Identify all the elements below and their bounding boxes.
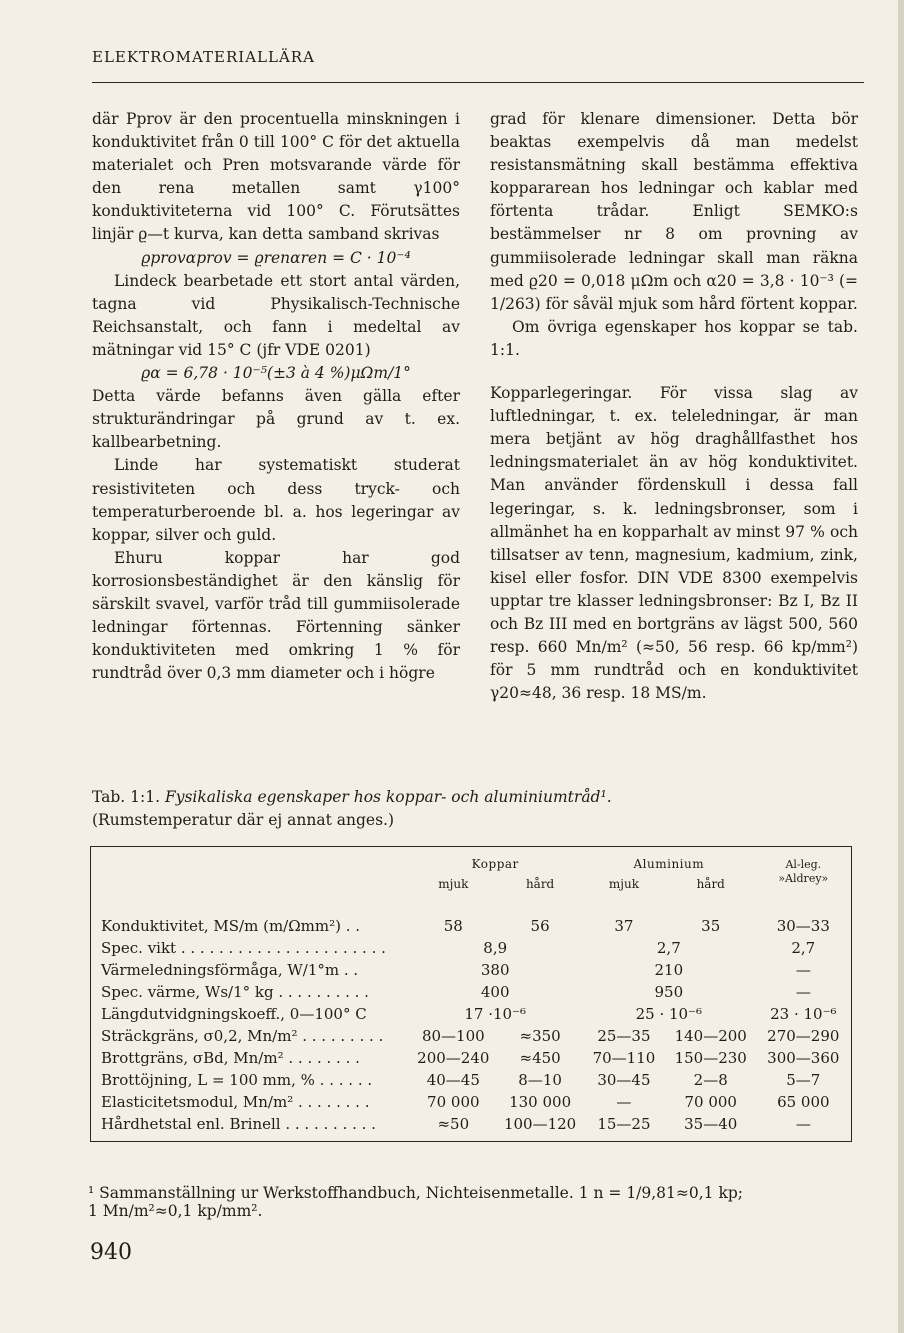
sub-header-copper-soft: mjuk	[438, 877, 469, 891]
cell-alloy: —	[795, 983, 811, 1001]
table-row	[91, 915, 852, 937]
cell-alloy: 2,7	[791, 939, 816, 957]
cell-al-soft: —	[616, 1093, 632, 1111]
row-property: Spec. värme, Ws/1° kg . . . . . . . . . .	[101, 983, 369, 1001]
left-paragraph-2: Lindeck bearbetade ett stort antal värden, tagna vid Physikalisch-Technische Reichsanstalt, och fann i medeltal av mätningar vid 15° C (jfr VDE 0201)	[92, 271, 460, 359]
formula-1: ϱprovαprov = ϱrenαren = C · 10⁻⁴	[141, 248, 411, 267]
table-caption	[92, 786, 864, 832]
running-header: ELEKTROMATERIALLÄRA	[92, 48, 315, 66]
cell-alloy: —	[795, 1115, 811, 1133]
cell-alloy: —	[795, 961, 811, 979]
cell-cu-hard: 8—10	[518, 1071, 562, 1089]
row-property: Elasticitetsmodul, Mn/m² . . . . . . . .	[101, 1093, 370, 1111]
table-row	[91, 1069, 852, 1091]
formula-2: ϱα = 6,78 · 10⁻⁵(±3 à 4 %)μΩm/1°	[141, 364, 411, 383]
cell-alloy: 65 000	[777, 1093, 830, 1111]
right-paragraph-2: Om övriga egenskaper hos koppar se tab. 1:1.	[490, 317, 858, 359]
cell-cu-soft: 200—240	[417, 1049, 490, 1067]
cell-cu-hard: ≈350	[519, 1027, 561, 1045]
table-row	[91, 1025, 852, 1047]
caption-title: Fysikaliska egenskaper hos koppar- och aluminiumtråd¹.	[164, 788, 612, 806]
row-property: Hårdhetstal enl. Brinell . . . . . . . . . .	[101, 1115, 376, 1133]
row-property: Längdutvidgningskoeff., 0—100° C	[101, 1005, 367, 1023]
cell-cu: 17 ·10⁻⁶	[464, 1005, 527, 1023]
cell-al-hard: 35—40	[684, 1115, 738, 1133]
cell-al-hard: 140—200	[674, 1027, 747, 1045]
table-row	[91, 1113, 852, 1135]
cell-al-soft: 15—25	[597, 1115, 651, 1133]
cell-al: 210	[654, 961, 684, 979]
row-property: Brottöjning, L = 100 mm, % . . . . . .	[101, 1071, 373, 1089]
properties-table	[90, 846, 852, 1142]
cell-cu: 380	[480, 961, 510, 979]
cell-cu: 8,9	[483, 939, 508, 957]
row-property: Konduktivitet, MS/m (m/Ωmm²) . .	[101, 917, 361, 935]
cell-alloy: 5—7	[786, 1071, 821, 1089]
cell-al-soft: 25—35	[597, 1027, 651, 1045]
cell-al-hard: 35	[701, 917, 721, 935]
footnote	[88, 1184, 868, 1220]
row-property: Brottgräns, σBd, Mn/m² . . . . . . . .	[101, 1049, 360, 1067]
group-header-copper: Koppar	[471, 857, 519, 871]
table-row	[91, 1091, 852, 1113]
header-rule	[92, 82, 864, 83]
cell-al-hard: 70 000	[684, 1093, 737, 1111]
caption-prefix: Tab. 1:1.	[92, 788, 161, 806]
cell-cu-soft: 58	[443, 917, 463, 935]
footnote-line-2: 1 Mn/m²≈0,1 kp/mm².	[88, 1202, 263, 1220]
cell-cu-soft: ≈50	[437, 1115, 470, 1133]
group-header-alloy: Al-leg. »Aldrey»	[778, 858, 829, 885]
table-row	[91, 937, 852, 959]
cell-al-soft: 70—110	[592, 1049, 656, 1067]
row-property: Sträckgräns, σ0,2, Mn/m² . . . . . . . . .	[101, 1027, 384, 1045]
cell-al: 950	[654, 983, 684, 1001]
cell-alloy: 270—290	[767, 1027, 840, 1045]
page-number: 940	[90, 1240, 132, 1265]
caption-note: (Rumstemperatur där ej annat anges.)	[92, 811, 395, 829]
cell-alloy: 30—33	[776, 917, 830, 935]
cell-al-hard: 150—230	[674, 1049, 747, 1067]
row-property: Spec. vikt . . . . . . . . . . . . . . . . . . . . . .	[101, 939, 386, 957]
cell-cu-hard: 130 000	[509, 1093, 572, 1111]
sub-header-aluminium-soft: mjuk	[608, 877, 639, 891]
table-row	[91, 981, 852, 1003]
table-row	[91, 959, 852, 981]
left-paragraph-1: där Pprov är den procentuella minskningen i konduktivitet från 0 till 100° C för det aktuella materialet och Pren motsvarande värde för den rena metallen samt γ100° konduktiviteterna vid 100° C. Förutsättes linjär ϱ—t kurva, kan detta samband skrivas	[92, 110, 460, 244]
right-paragraph-3	[490, 382, 858, 705]
cell-cu-soft: 40—45	[426, 1071, 480, 1089]
group-header-aluminium: Aluminium	[633, 857, 705, 871]
cell-cu-hard: 56	[530, 917, 550, 935]
section-heading-kopparlegeringar: Kopparlegeringar.	[490, 384, 633, 403]
left-paragraph-4: Linde har systematiskt studerat resistiviteten och dess tryck- och temperaturberoende bl. a. hos legeringar av koppar, silver och guld.	[92, 456, 460, 544]
cell-al-hard: 2—8	[693, 1071, 728, 1089]
left-column	[92, 108, 460, 685]
footnote-line-1: ¹ Sammanställning ur Werkstoffhandbuch, Nichteisenmetalle. 1 n = 1/9,81≈0,1 kp;	[88, 1184, 744, 1202]
cell-cu-soft: 70 000	[427, 1093, 480, 1111]
cell-al: 25 · 10⁻⁶	[635, 1005, 703, 1023]
left-paragraph-3: Detta värde befanns även gälla efter strukturändringar på grund av t. ex. kallbearbetning.	[92, 387, 460, 452]
table-row	[91, 1003, 852, 1025]
right-column	[490, 108, 858, 705]
cell-cu: 400	[480, 983, 510, 1001]
sub-header-aluminium-hard: hård	[696, 877, 725, 891]
row-property: Värmeledningsförmåga, W/1°m . .	[101, 961, 359, 979]
cell-alloy: 23 · 10⁻⁶	[770, 1005, 837, 1023]
table-row	[91, 1047, 852, 1069]
cell-al: 2,7	[656, 939, 681, 957]
cell-alloy: 300—360	[767, 1049, 840, 1067]
right-paragraph-1: grad för klenare dimensioner. Detta bör beaktas exempelvis då man medelst resistansmätning skall bestämma effektiva koppararean hos ledningar och kablar med förtenta trådar. Enligt SEMKO:s bestämmelser nr 8 om provning av gummiisolerade ledningar skall man räkna med ϱ20 = 0,018 μΩm och α20 = 3,8 · 10⁻³ (= 1/263) för såväl mjuk som hård förtent koppar.	[490, 110, 858, 313]
cell-cu-soft: 80—100	[421, 1027, 485, 1045]
cell-al-soft: 30—45	[597, 1071, 651, 1089]
right-paragraph-3-text: För vissa slag av luftledningar, t. ex. teleledningar, är man mera betjänt av hög draghållfasthet hos ledningsmaterialet än av hög konduktivitet. Man använder fördenskull i dessa fall legeringar, s. k. ledningsbronser, som i allmänhet ha en kopparhalt av minst 97 % och tillsatser av tenn, magnesium, kadmium, zink, kisel eller fosfor. DIN VDE 8300 exempelvis upptar tre klasser ledningsbronser: Bz I, Bz II och Bz III med en bortgräns av lägst 500, 560 resp. 660 Mn/m² (≈50, 56 resp. 66 kp/mm²) för 5 mm rundtråd och en konduktivitet γ20≈48, 36 resp. 18 MS/m.	[490, 384, 858, 703]
left-paragraph-5: Ehuru koppar har god korrosionsbeständighet är den känslig för särskilt svavel, varför tråd till gummiisolerade ledningar förtennas. Förtenning sänker konduktiviteten med omkring 1 % för rundtråd över 0,3 mm diameter och i högre	[92, 548, 460, 683]
page-edge	[898, 0, 904, 1333]
cell-al-soft: 37	[614, 917, 634, 935]
sub-header-copper-hard: hård	[525, 877, 555, 891]
cell-cu-hard: ≈450	[519, 1049, 561, 1067]
cell-cu-hard: 100—120	[503, 1115, 577, 1133]
